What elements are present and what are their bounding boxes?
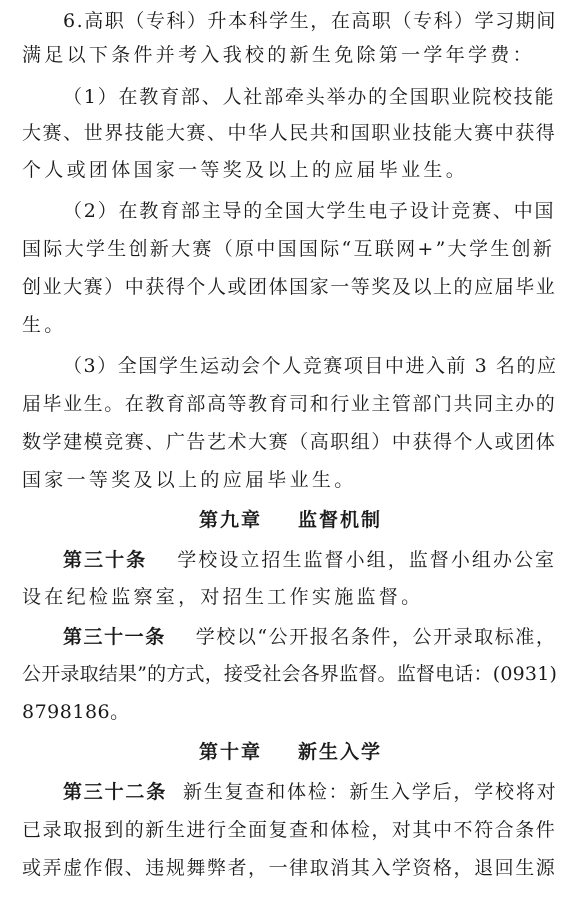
paragraph-6-line-1: 6.高职（专科）升本科学生，在高职（专科）学习期间 <box>63 10 557 32</box>
article-31-line-3: 8798186。 <box>22 701 130 723</box>
item-1-line-2: 大赛、世界技能大赛、中华人民共和国职业技能大赛中获得 <box>22 122 557 144</box>
article-31-line-2: 公开录取结果”的方式，接受社会各界监督。监督电话：(0931) <box>22 663 558 685</box>
article-32-label: 第三十二条 <box>63 781 168 803</box>
item-3-line-3: 数学建模竞赛、广告艺术大赛（高职组）中获得个人或团体 <box>22 431 557 453</box>
chapter-9-heading <box>22 505 559 535</box>
chapter-10-number: 第十章 <box>198 741 262 763</box>
item-1-line-3: 个人或团体国家一等奖及以上的应届毕业生。 <box>22 159 469 181</box>
article-32-line-1 <box>63 777 559 807</box>
article-30-line-2: 设在纪检监察室，对招生工作实施监督。 <box>22 586 424 608</box>
article-31-label: 第三十一条 <box>63 626 166 648</box>
paragraph-6-line-2: 满足以下条件并考入我校的新生免除第一学年学费： <box>22 44 535 66</box>
article-30-line-1 <box>63 545 559 575</box>
item-2-line-2: 国际大学生创新大赛（原中国国际“互联网+”大学生创新 <box>22 238 555 260</box>
article-32-line-2: 已录取报到的新生进行全面复查和体检，对其中不符合条件 <box>22 819 557 841</box>
item-3-line-1: （3）全国学生运动会个人竞赛项目中进入前 3 名的应 <box>63 355 558 377</box>
item-2-line-3: 创业大赛）中获得个人或团体国家一等奖及以上的应届毕业 <box>22 276 557 298</box>
chapter-9-title: 监督机制 <box>298 509 383 531</box>
item-3-line-4: 国家一等奖及以上的应届毕业生。 <box>22 469 357 491</box>
chapter-10-heading <box>22 737 559 767</box>
article-30-label: 第三十条 <box>63 549 148 571</box>
article-32-line-3: 或弄虚作假、违规舞弊者，一律取消其入学资格，退回生源 <box>22 857 557 879</box>
item-2-line-4: 生。 <box>22 314 67 336</box>
item-1-line-1: （1）在教育部、人社部牵头举办的全国职业院校技能 <box>63 86 556 108</box>
item-3-line-2: 届毕业生。在教育部高等教育司和行业主管部门共同主办的 <box>22 393 557 415</box>
article-31-text-1: 学校以“公开报名条件，公开录取标准， <box>195 626 557 648</box>
chapter-9-number: 第九章 <box>198 509 262 531</box>
chapter-10-title: 新生入学 <box>298 741 383 763</box>
article-31-line-1 <box>63 622 559 652</box>
article-32-text-1: 新生复查和体检：新生入学后，学校将对 <box>183 781 558 803</box>
article-30-text-1: 学校设立招生监督小组，监督小组办公室 <box>177 549 557 571</box>
item-2-line-1: （2）在教育部主导的全国大学生电子设计竞赛、中国 <box>63 200 556 222</box>
